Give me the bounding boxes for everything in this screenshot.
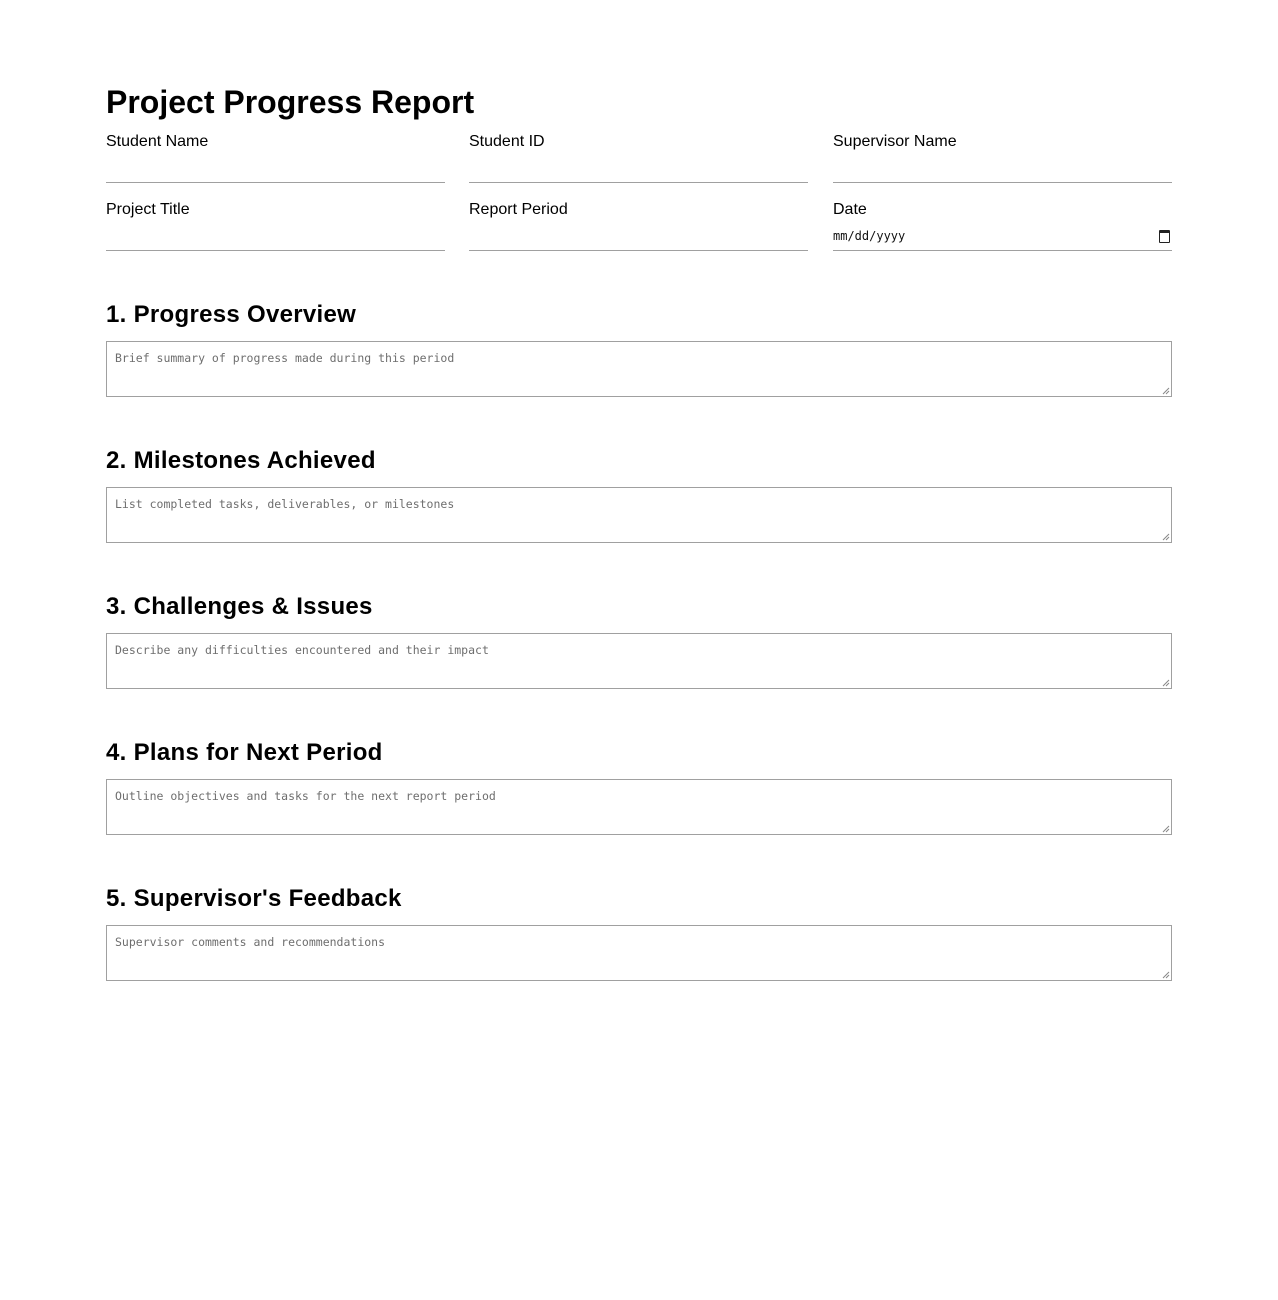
plans-next-period-textarea[interactable] <box>106 779 1172 835</box>
student-name-label: Student Name <box>106 133 209 150</box>
supervisor-name-field <box>833 132 1172 184</box>
report-period-underline <box>469 250 808 251</box>
resize-handle-icon[interactable] <box>1162 387 1170 395</box>
section-heading-milestones-achieved: 2. Milestones Achieved <box>106 447 376 474</box>
date-placeholder: mm/dd/yyyy <box>833 229 906 243</box>
milestones-achieved-textarea[interactable] <box>106 487 1172 543</box>
student-id-label: Student ID <box>469 133 545 150</box>
student-name-field <box>106 132 445 184</box>
student-id-field <box>469 132 808 184</box>
supervisor-name-input[interactable] <box>833 160 1172 180</box>
section-heading-supervisor-feedback: 5. Supervisor's Feedback <box>106 885 402 912</box>
student-name-underline <box>106 182 445 183</box>
progress-overview-textarea[interactable] <box>106 341 1172 397</box>
supervisor-feedback-placeholder: Supervisor comments and recommendations <box>115 935 386 949</box>
project-title-underline <box>106 250 445 251</box>
supervisor-feedback-textarea[interactable] <box>106 925 1172 981</box>
student-name-input[interactable] <box>106 160 445 180</box>
date-label: Date <box>833 201 867 218</box>
progress-overview-placeholder: Brief summary of progress made during this period <box>115 351 455 365</box>
project-title-input[interactable] <box>106 228 445 248</box>
report-period-input[interactable] <box>469 228 808 248</box>
project-title-field <box>106 200 445 252</box>
calendar-icon[interactable] <box>1159 230 1170 243</box>
report-period-field <box>469 200 808 252</box>
date-field <box>833 200 1172 252</box>
report-period-label: Report Period <box>469 201 568 218</box>
resize-handle-icon[interactable] <box>1162 825 1170 833</box>
date-input[interactable] <box>833 224 1172 248</box>
supervisor-name-label: Supervisor Name <box>833 133 957 150</box>
supervisor-name-underline <box>833 182 1172 183</box>
page-title: Project Progress Report <box>106 84 475 120</box>
section-heading-progress-overview: 1. Progress Overview <box>106 301 357 328</box>
student-id-underline <box>469 182 808 183</box>
plans-next-period-placeholder: Outline objectives and tasks for the next report period <box>115 789 496 803</box>
date-underline <box>833 250 1172 251</box>
section-heading-challenges-issues: 3. Challenges & Issues <box>106 593 373 620</box>
resize-handle-icon[interactable] <box>1162 971 1170 979</box>
section-heading-plans-next-period: 4. Plans for Next Period <box>106 739 383 766</box>
challenges-issues-placeholder: Describe any difficulties encountered and their impact <box>115 643 489 657</box>
student-id-input[interactable] <box>469 160 808 180</box>
challenges-issues-textarea[interactable] <box>106 633 1172 689</box>
resize-handle-icon[interactable] <box>1162 679 1170 687</box>
project-title-label: Project Title <box>106 201 190 218</box>
milestones-achieved-placeholder: List completed tasks, deliverables, or milestones <box>115 497 455 511</box>
resize-handle-icon[interactable] <box>1162 533 1170 541</box>
